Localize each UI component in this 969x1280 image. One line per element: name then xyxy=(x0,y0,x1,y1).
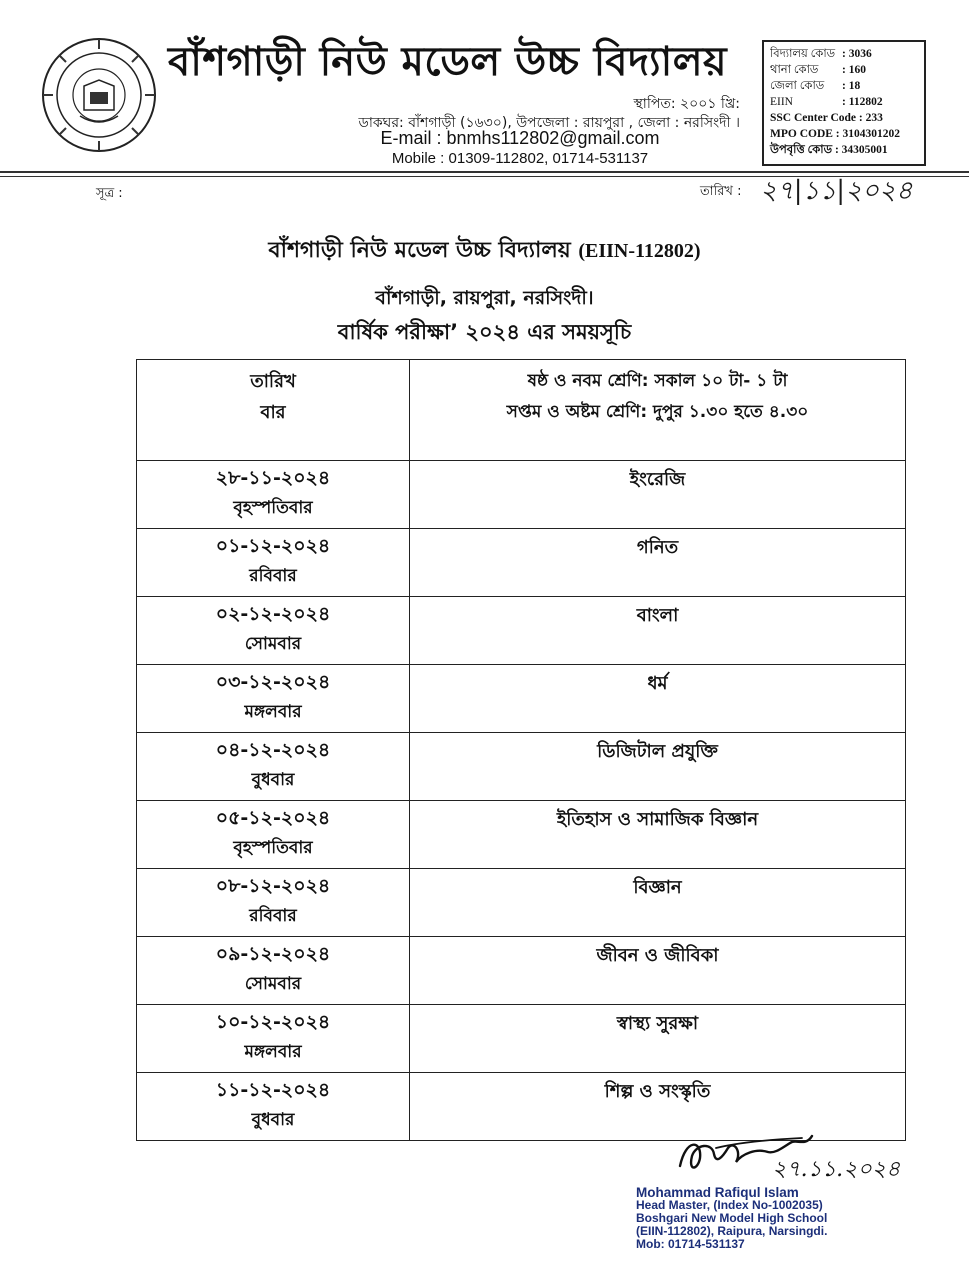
subject-cell: স্বাস্থ্য সুরক্ষা xyxy=(410,1005,906,1073)
title-school-name: বাঁশগাড়ী নিউ মডেল উচ্চ বিদ্যালয় xyxy=(268,238,571,263)
document-title xyxy=(0,233,969,270)
title-eiin: (EIIN-112802) xyxy=(578,240,701,262)
ssc-center-code: SSC Center Code : 233 xyxy=(770,112,883,124)
date-cell xyxy=(137,801,410,869)
letterhead-email: E-mail : bnmhs112802@gmail.com xyxy=(380,128,660,148)
exam-day: মঙ্গলবার xyxy=(244,702,302,722)
code-label: জেলা কোড xyxy=(770,80,825,92)
exam-day: রবিবার xyxy=(249,566,297,586)
date-cell xyxy=(137,733,410,801)
subject-cell: ইতিহাস ও সামাজিক বিজ্ঞান xyxy=(410,801,906,869)
date-cell xyxy=(137,937,410,1005)
header-shift-cell xyxy=(410,360,906,461)
date-cell xyxy=(137,1073,410,1141)
code-value: : 18 xyxy=(842,80,861,92)
mpo-code: MPO CODE : 3104301202 xyxy=(770,128,901,140)
header-shift-morning: ষষ্ঠ ও নবম শ্রেণি: সকাল ১০ টা- ১ টা xyxy=(527,371,788,391)
table-row xyxy=(137,529,906,597)
date-cell xyxy=(137,597,410,665)
header-shift-afternoon: সপ্তম ও অষ্টম শ্রেণি: দুপুর ১.৩০ হতে ৪.৩০ xyxy=(506,402,809,422)
exam-day: বুধবার xyxy=(251,1110,295,1130)
table-row xyxy=(137,1005,906,1073)
subject-cell: বিজ্ঞান xyxy=(410,869,906,937)
subject-cell: জীবন ও জীবিকা xyxy=(410,937,906,1005)
exam-day: বৃহস্পতিবার xyxy=(233,838,313,858)
exam-date: ১১-১২-২০২৪ xyxy=(215,1079,331,1101)
code-row xyxy=(770,94,918,110)
table-row xyxy=(137,597,906,665)
signatory-mobile: Mob: 01714-531137 xyxy=(636,1237,745,1251)
date-cell xyxy=(137,869,410,937)
subject-cell: ডিজিটাল প্রযুক্তি xyxy=(410,733,906,801)
exam-date: ১০-১২-২০২৪ xyxy=(215,1011,331,1033)
date-cell xyxy=(137,461,410,529)
handwritten-date: ২৭|১১|২০২৪ xyxy=(760,176,913,206)
exam-day: বৃহস্পতিবার xyxy=(233,498,313,518)
code-value: : 3036 xyxy=(842,48,872,60)
reference-label: সূত্র : xyxy=(96,186,123,201)
school-code-box xyxy=(762,40,926,166)
school-seal-logo xyxy=(40,36,158,154)
signatory-school: Boshgari New Model High School xyxy=(636,1211,828,1225)
exam-day: রবিবার xyxy=(249,906,297,926)
code-value: : 160 xyxy=(842,64,866,76)
code-label: EIIN xyxy=(770,96,793,108)
code-row xyxy=(770,46,918,62)
letterhead-established: স্থাপিত: ২০০১ খ্রি: xyxy=(633,96,740,112)
table-row xyxy=(137,869,906,937)
subject-cell: শিল্প ও সংস্কৃতি xyxy=(410,1073,906,1141)
table-row xyxy=(137,937,906,1005)
date-cell xyxy=(137,1005,410,1073)
subject-cell: ধর্ম xyxy=(410,665,906,733)
date-cell xyxy=(137,665,410,733)
code-row xyxy=(770,62,918,78)
signatory-name: Mohammad Rafiqul Islam xyxy=(636,1185,799,1200)
exam-date: ০৮-১২-২০২৪ xyxy=(215,875,331,897)
table-header-row xyxy=(137,360,906,461)
header-day-label: বার xyxy=(260,402,286,423)
exam-title: বার্ষিক পরীক্ষা’ ২০২৪ এর সময়সূচি xyxy=(337,320,632,344)
header-date-label: তারিখ xyxy=(250,371,296,392)
date-label: তারিখ : xyxy=(700,184,742,199)
code-row xyxy=(770,78,918,94)
code-label: থানা কোড xyxy=(770,64,819,76)
signatory-eiin-address: (EIIN-112802), Raipura, Narsingdi. xyxy=(636,1224,828,1238)
table-row xyxy=(137,801,906,869)
exam-date: ২৮-১১-২০২৪ xyxy=(215,467,331,489)
letterhead-mobile: Mobile : 01309-112802, 01714-531137 xyxy=(391,150,649,167)
table-row xyxy=(137,461,906,529)
signature-date: ২৭.১১.২০২৪ xyxy=(772,1157,901,1182)
date-cell xyxy=(137,529,410,597)
exam-date: ০৯-১২-২০২৪ xyxy=(215,943,331,965)
exam-day: মঙ্গলবার xyxy=(244,1042,302,1062)
subject-cell: গনিত xyxy=(410,529,906,597)
subject-cell: ইংরেজি xyxy=(410,461,906,529)
code-value: : 112802 xyxy=(842,96,883,108)
signature-stamp xyxy=(636,1186,856,1251)
header-date-cell xyxy=(137,360,410,461)
stipend-code: উপবৃত্তি কোড : 34305001 xyxy=(770,144,888,156)
signature-scribble xyxy=(672,1118,912,1188)
exam-schedule-table xyxy=(136,359,906,1141)
exam-date: ০৫-১২-২০২৪ xyxy=(215,807,331,829)
letterhead-school-name: বাঁশগাড়ী নিউ মডেল উচ্চ বিদ্যালয় xyxy=(168,39,728,85)
letterhead-address: ডাকঘর: বাঁশগাড়ী (১৬৩০), উপজেলা : রায়পুরা , জেলা : নরসিংদী । xyxy=(358,115,740,131)
exam-date: ০২-১২-২০২৪ xyxy=(215,603,331,625)
code-label: বিদ্যালয় কোড xyxy=(770,48,836,60)
signatory-title: Head Master, (Index No-1002035) xyxy=(636,1198,823,1212)
exam-date: ০৩-১২-২০২৪ xyxy=(215,671,331,693)
exam-date: ০১-১২-২০২৪ xyxy=(215,535,331,557)
document-location: বাঁশগাড়ী, রায়পুরা, নরসিংদী। xyxy=(375,287,594,309)
exam-day: বুধবার xyxy=(251,770,295,790)
table-row xyxy=(137,733,906,801)
subject-cell: বাংলা xyxy=(410,597,906,665)
exam-day: সোমবার xyxy=(244,634,302,654)
exam-day: সোমবার xyxy=(244,974,302,994)
exam-date: ০৪-১২-২০২৪ xyxy=(215,739,331,761)
table-row xyxy=(137,665,906,733)
